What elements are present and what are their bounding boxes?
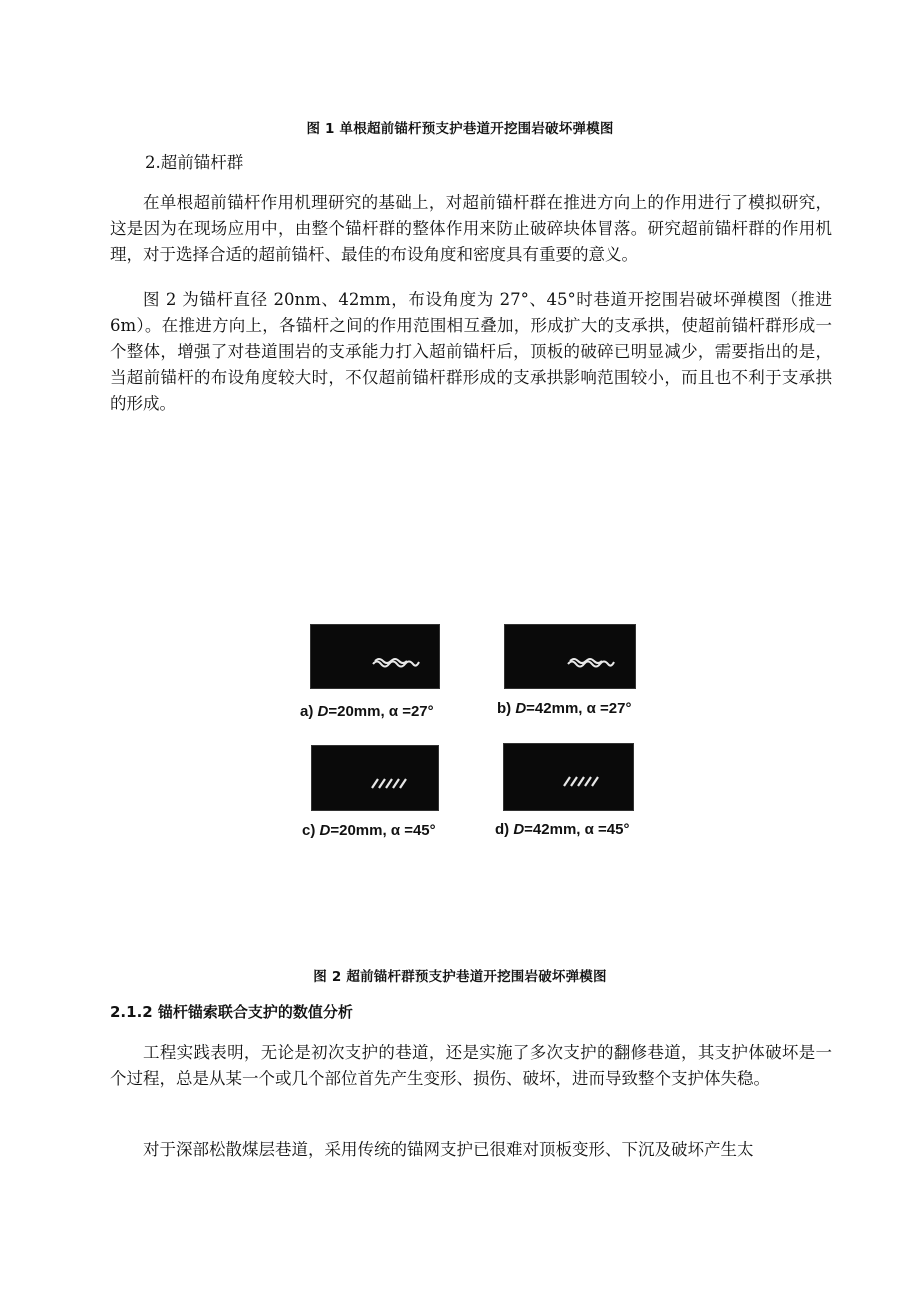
paragraph: 对于深部松散煤层巷道，采用传统的锚网支护已很难对顶板变形、下沉及破坏产生太	[143, 1140, 754, 1159]
simulation-image	[310, 624, 440, 689]
damage-zone-graphic	[311, 625, 439, 688]
damage-zone-graphic	[504, 744, 633, 810]
section-heading: 2.1.2 锚杆锚索联合支护的数值分析	[110, 1003, 353, 1021]
simulation-image	[504, 624, 636, 689]
paragraph: 在单根超前锚杆作用机理研究的基础上，对超前锚杆群在推进方向上的作用进行了模拟研究，这是因为在现场应用中，由整个锚杆群的整体作用来防止破碎块体冒落。研究超前锚杆群的作用机理，对于选择合适的超前锚杆、最佳的布设角度和密度具有重要的意义。	[110, 193, 832, 264]
paragraph: 图 2 为锚杆直径 20nm、42mm，布设角度为 27°、45°时巷道开挖围岩破坏弹模图（推进 6m）。在推进方向上，各锚杆之间的作用范围相互叠加，形成扩大的支承拱，使超前锚杆群形成一个整体，增强了对巷道围岩的支承能力打入超前锚杆后，顶板的破碎已明显减少，需要指出的是，当超前锚杆的布设角度较大时，不仅超前锚杆群形成的支承拱影响范围较小，而且也不利于支承拱的形成。	[110, 290, 832, 413]
damage-zone-graphic	[505, 625, 635, 688]
panel-label-a: a) D=20mm, α =27°	[300, 703, 434, 720]
panel-label-b: b) D=42mm, α =27°	[497, 700, 632, 717]
panel-label-d: d) D=42mm, α =45°	[495, 821, 630, 838]
panel-label-c: c) D=20mm, α =45°	[302, 822, 436, 839]
simulation-image	[311, 745, 439, 811]
section-subheading: 2.超前锚杆群	[145, 153, 244, 172]
figure-1-caption: 图 1 单根超前锚杆预支护巷道开挖围岩破坏弹模图	[306, 121, 614, 137]
figure-2-caption: 图 2 超前锚杆群预支护巷道开挖围岩破坏弹模图	[313, 969, 607, 985]
damage-zone-graphic	[312, 746, 438, 810]
paragraph: 工程实践表明，无论是初次支护的巷道，还是实施了多次支护的翻修巷道，其支护体破坏是一个过程，总是从某一个或几个部位首先产生变形、损伤、破坏，进而导致整个支护体失稳。	[110, 1043, 832, 1088]
simulation-image	[503, 743, 634, 811]
